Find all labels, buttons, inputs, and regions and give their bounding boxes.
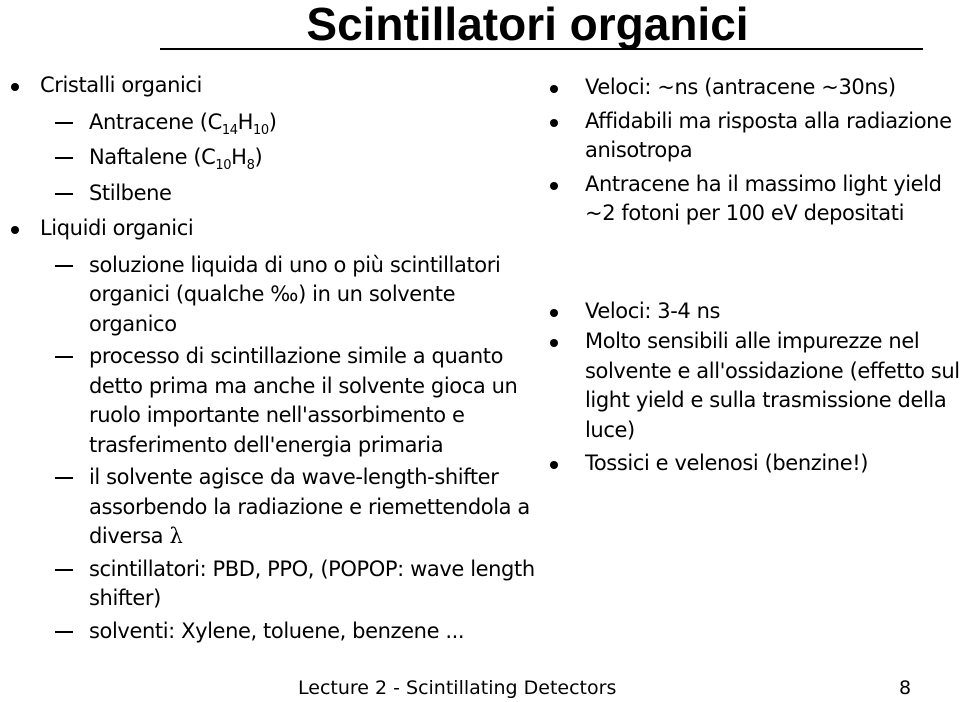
title-underline [160,48,923,50]
sensitive-text: Molto sensibili alle impurezze nel solvente e all'ossidazione (effetto sul light yield e sulla trasmissione della luce) [585,329,960,442]
liquids-heading: Liquidi organici [40,216,194,240]
process-text: processo di scintillazione simile a quanto detto prima ma anche il solvente gioca un ruolo importante nell'assorbimento e trasferimento dell'energia primaria [89,344,518,457]
subbullet-process [0,342,535,460]
light-yield-text: Antracene ha il massimo light yield ~2 fotoni per 100 eV depositati [585,171,942,225]
stilbene-text: Stilbene [89,180,172,205]
solution-text: soluzione liquida di uno o più scintillatori organici (qualche ‰) in un solvente organico [89,252,501,336]
dash-icon [55,477,73,479]
bullet-dot-icon [550,339,558,347]
dash-icon [55,193,73,195]
subbullet-naphthalene [0,143,535,173]
bullet-dot-icon [11,226,19,234]
shifter-text: il solvente agisce da wave-length-shifter assorbendo la radiazione e riemettendola a diversa λ [89,465,530,548]
right-bullet-fast [530,73,960,103]
dash-icon [55,265,73,267]
reliable-text: Affidabili ma risposta alla radiazione anisotropa [585,108,952,162]
subbullet-scintillators [0,555,535,614]
subbullet-solution [0,251,535,340]
dash-icon [55,157,73,159]
slide-title: Scintillatori organici [306,0,749,50]
dash-icon [55,631,73,633]
right-bullet-fast-liquid [530,297,960,327]
bullet-dot-icon [550,85,558,93]
right-bullet-sensitive [530,327,960,445]
right-bullet-reliable [530,107,960,166]
bullet-dot-icon [550,182,558,190]
fast-liquid-text: Veloci: 3-4 ns [585,298,721,323]
bullet-crystals [0,71,535,101]
subbullet-anthracene [0,108,535,138]
footer-title: Lecture 2 - Scintillating Detectors [298,677,617,699]
toxic-text: Tossici e velenosi (benzine!) [585,451,869,475]
anthracene-text: Antracene $(C_{14}H_{10})$ [89,109,277,138]
fast-text: Veloci: ~ns (antracene ~30ns) [585,75,896,99]
crystals-heading: Cristalli organici [40,73,202,97]
right-bullet-toxic [530,449,960,479]
bullet-liquids [0,214,535,244]
bullet-dot-icon [11,83,19,91]
scintillators-text: scintillatori: PBD, PPO, (POPOP: wave length shifter) [89,556,535,610]
subbullet-solvents [0,617,535,647]
bullet-dot-icon [550,309,558,317]
dash-icon [55,356,73,358]
bullet-dot-icon [550,119,558,127]
subbullet-stilbene [0,179,535,209]
left-column [0,71,535,646]
bullet-dot-icon [550,461,558,469]
subbullet-shifter [0,463,535,552]
solvents-text: solventi: Xylene, toluene, benzene ... [89,618,465,643]
right-column [530,71,960,479]
dash-icon [55,122,73,124]
naphthalene-text: Naftalene $(C_{10}H_8)$ [89,145,263,173]
page-number: 8 [899,677,912,699]
right-bullet-light-yield [530,170,960,229]
lambda-symbol: λ [169,524,183,548]
dash-icon [55,569,73,571]
